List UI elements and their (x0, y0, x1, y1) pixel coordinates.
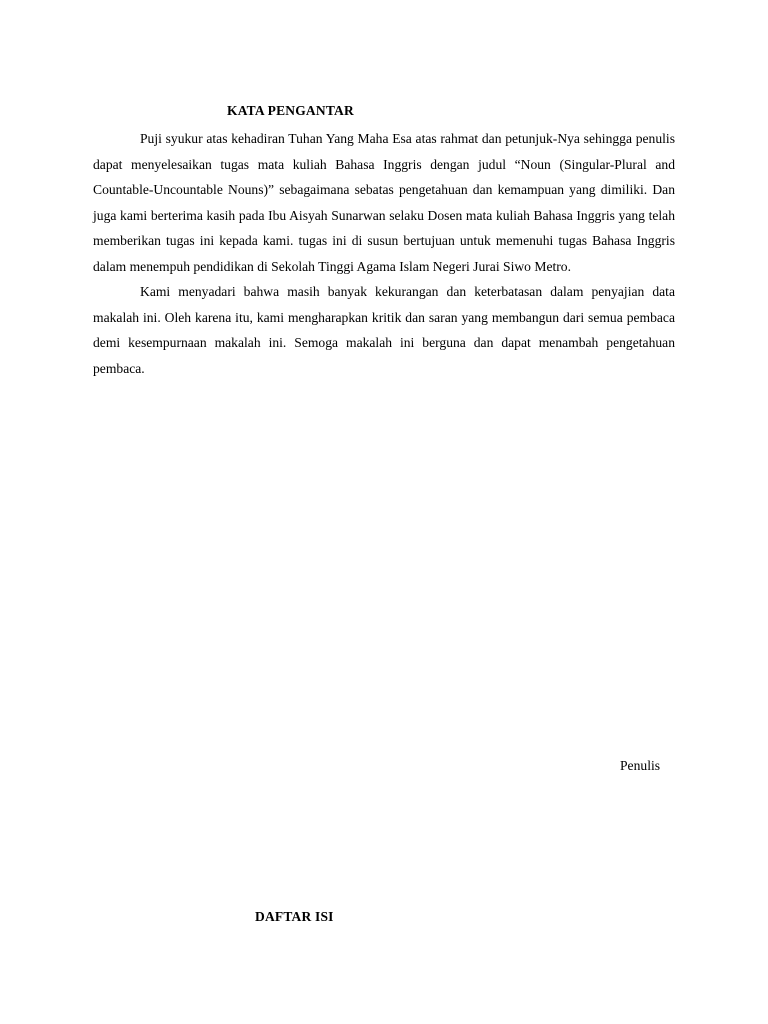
section-title-daftar-isi: DAFTAR ISI (255, 909, 334, 924)
page-title: KATA PENGANTAR (227, 103, 354, 118)
signature: Penulis (620, 758, 661, 773)
body-text (93, 126, 675, 381)
paragraph-2: Kami menyadari bahwa masih banyak kekurangan dan keterbatasan dalam penyajian data makalah ini. Oleh karena itu, kami mengharapkan kritik dan saran yang membangun dari semua pembaca demi kesempurnaan makalah ini. Semoga makalah ini berguna dan dapat menambah pengetahuan pembaca. (93, 284, 675, 376)
paragraph-1: Puji syukur atas kehadiran Tuhan Yang Maha Esa atas rahmat dan petunjuk-Nya sehingga penulis dapat menyelesaikan tugas mata kuliah Bahasa Inggris dengan judul “Noun (Singular-Plural and Countable-Uncountable Nouns)” sebagaimana sebatas pengetahuan dan kemampuan yang dimiliki. Dan juga kami berterima kasih pada Ibu Aisyah Sunarwan selaku Dosen mata kuliah Bahasa Inggris yang telah memberikan tugas ini kepada kami. tugas ini di susun bertujuan untuk memenuhi tugas Bahasa Inggris dalam menempuh pendidikan di Sekolah Tinggi Agama Islam Negeri Jurai Siwo Metro. (93, 131, 675, 274)
